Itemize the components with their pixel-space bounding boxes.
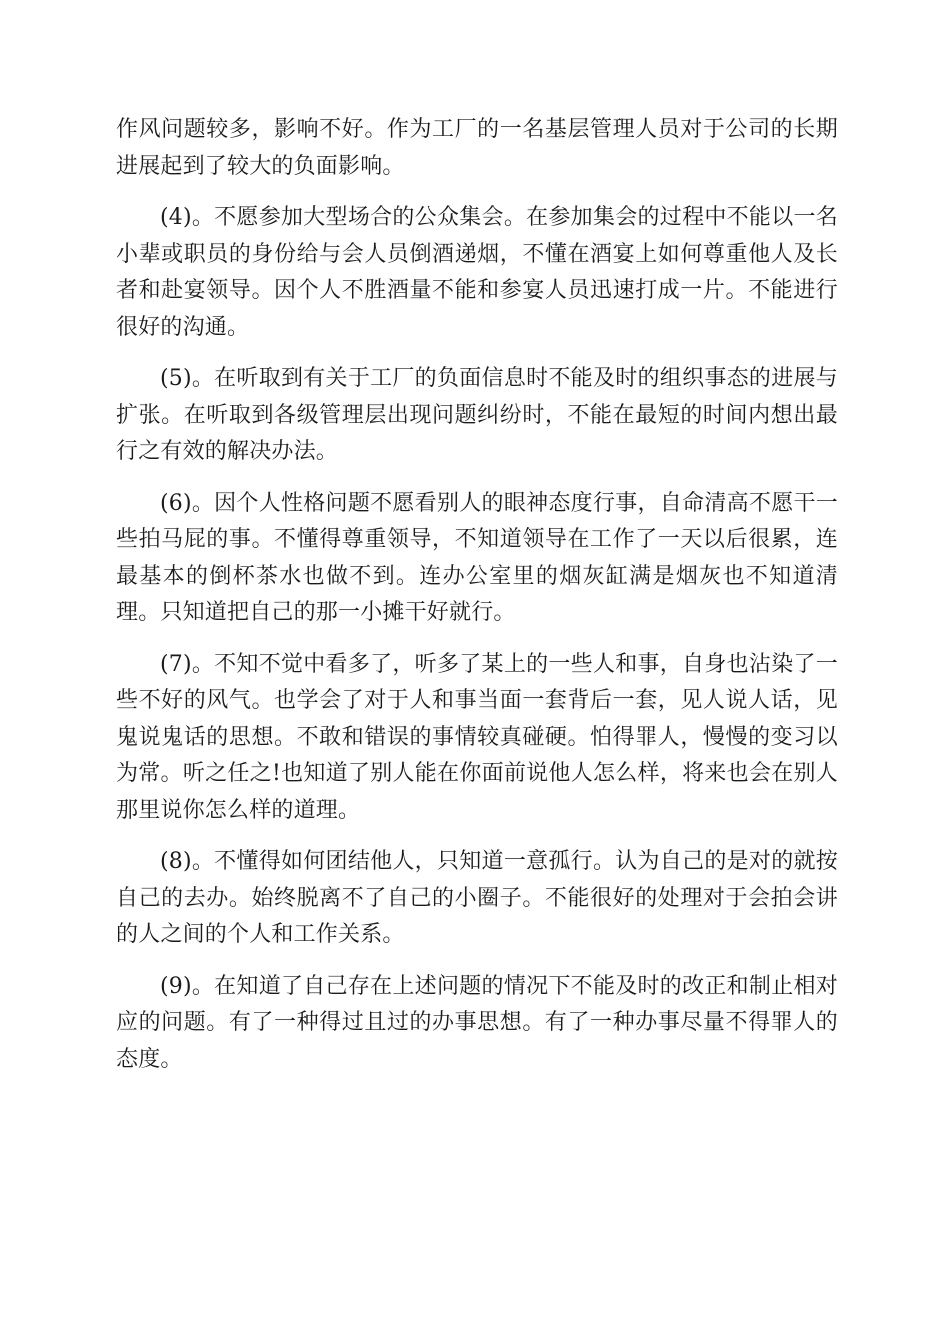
document-body — [116, 112, 838, 1093]
paragraph-item-5: (5)。在听取到有关于工厂的负面信息时不能及时的组织事态的进展与扩张。在听取到各级管理层出现问题纠纷时，不能在最短的时间内想出最行之有效的解决办法。 — [116, 366, 838, 464]
paragraph-item-4: (4)。不愿参加大型场合的公众集会。在参加集会的过程中不能以一名小辈或职员的身份给与会人员倒酒递烟，不懂在酒宴上如何尊重他人及长者和赴宴领导。因个人不胜酒量不能和参宴人员迅速打成一片。不能进行很好的沟通。 — [116, 205, 838, 340]
paragraph-item-9: (9)。在知道了自己存在上述问题的情况下不能及时的改正和制止相对应的问题。有了一种得过且过的办事思想。有了一种办事尽量不得罪人的态度。 — [116, 973, 838, 1072]
paragraph-item-7: (7)。不知不觉中看多了，听多了某上的一些人和事，自身也沾染了一些不好的风气。也学会了对于人和事当面一套背后一套，见人说人话，见鬼说鬼话的思想。不敢和错误的事情较真碰硬。怕得罪人，慢慢的变习以为常。听之任之!也知道了别人能在你面前说他人怎么样，将来也会在别人那里说你怎么样的道理。 — [116, 651, 838, 823]
paragraph-item-6: (6)。因个人性格问题不愿看别人的眼神态度行事，自命清高不愿干一些拍马屁的事。不懂得尊重领导，不知道领导在工作了一天以后很累，连最基本的倒杯茶水也做不到。连办公室里的烟灰缸满是烟灰也不知道清理。只知道把自己的那一小摊干好就行。 — [116, 490, 838, 625]
paragraph-continued: 作风问题较多，影响不好。作为工厂的一名基层管理人员对于公司的长期进展起到了较大的负面影响。 — [116, 117, 838, 179]
paragraph-item-8: (8)。不懂得如何团结他人，只知道一意孤行。认为自己的是对的就按自己的去办。始终脱离不了自己的小圈子。不能很好的处理对于会拍会讲的人之间的个人和工作关系。 — [116, 849, 838, 947]
